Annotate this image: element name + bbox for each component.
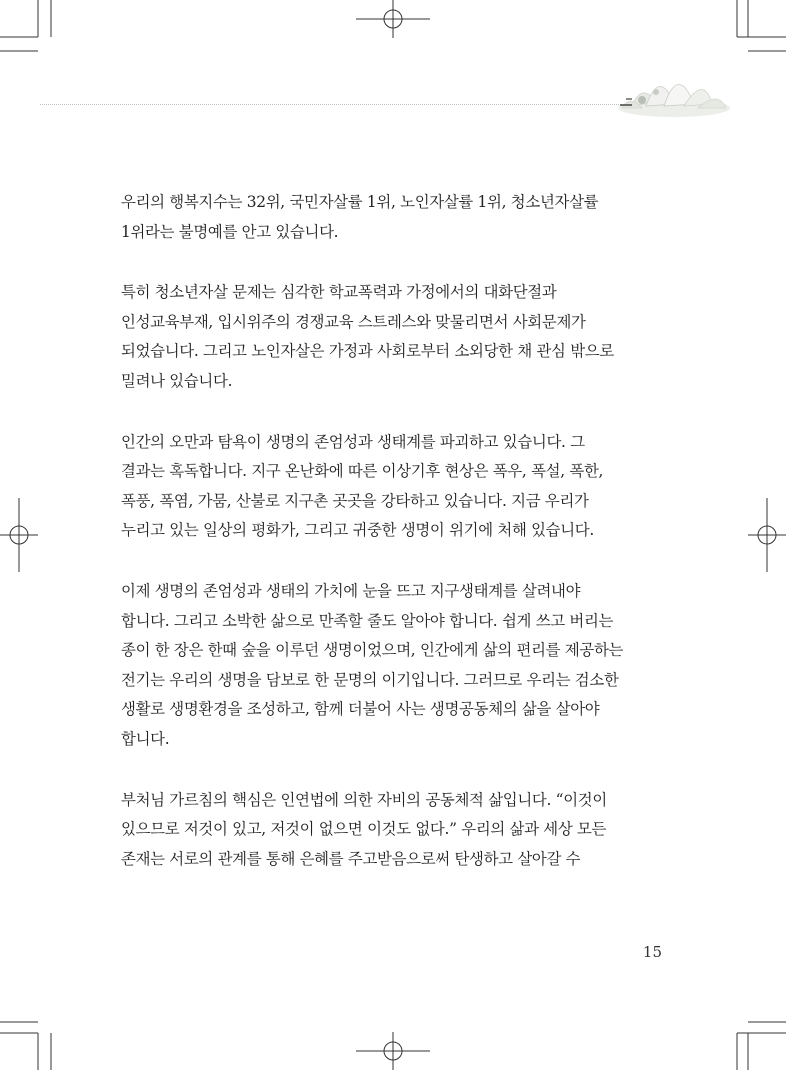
paragraph-3: 인간의 오만과 탐욕이 생명의 존엄성과 생태계를 파괴하고 있습니다. 그 결과는 혹독합니다. 지구 온난화에 따른 이상기후 현상은 폭우, 폭설, 폭한, 폭풍, 폭염, 가뭄, 산불로 지구촌 곳곳을 강타하고 있습니다. 지금 우리가 누리고 있는 일상의 평화가, 그리고 귀중한 생명이 위기에 처해 있습니다. [121,432,604,540]
paragraph-5: 부처님 가르침의 핵심은 인연법에 의한 자비의 공동체적 삶입니다. “이것이 있으므로 저것이 있고, 저것이 없으면 이것도 없다.” 우리의 삶과 세상 모든 존재는 서로의 관계를 통해 은혜를 주고받음으로써 탄생하고 살아갈 수 [121,790,607,868]
registration-mark-left [0,498,38,572]
registration-mark-right [748,498,786,572]
body-text [121,188,662,905]
registration-mark-top [356,0,430,38]
registration-mark-bottom [356,1032,430,1070]
paragraph-4: 이제 생명의 존엄성과 생태의 가치에 눈을 뜨고 지구생태계를 살려내야 합니다. 그리고 소박한 삶으로 만족할 줄도 알아야 합니다. 쉽게 쓰고 버리는 종이 한 장은 한때 숲을 이루던 생명이었으며, 인간에게 삶의 편리를 제공하는 전기는 우리의 생명을 담보로 한 문명의 이기입니다. 그러므로 우리는 검소한 생활로 생명환경을 조성하고, 함께 더불어 사는 생명공동체의 삶을 살아야 합니다. [121,581,624,748]
page-number: 15 [642,943,662,961]
paragraph-1: 우리의 행복지수는 32위, 국민자살률 1위, 노인자살률 1위, 청소년자살률 1위라는 불명예를 안고 있습니다. [121,193,599,241]
header-dotted-rule [40,104,625,105]
lotus-icon [612,62,732,120]
paragraph-2: 특히 청소년자살 문제는 심각한 학교폭력과 가정에서의 대화단절과 인성교육부재, 입시위주의 경쟁교육 스트레스와 맞물리면서 사회문제가 되었습니다. 그리고 노인자살은 가정과 사회로부터 소외당한 채 관심 밖으로 밀려나 있습니다. [121,283,614,390]
